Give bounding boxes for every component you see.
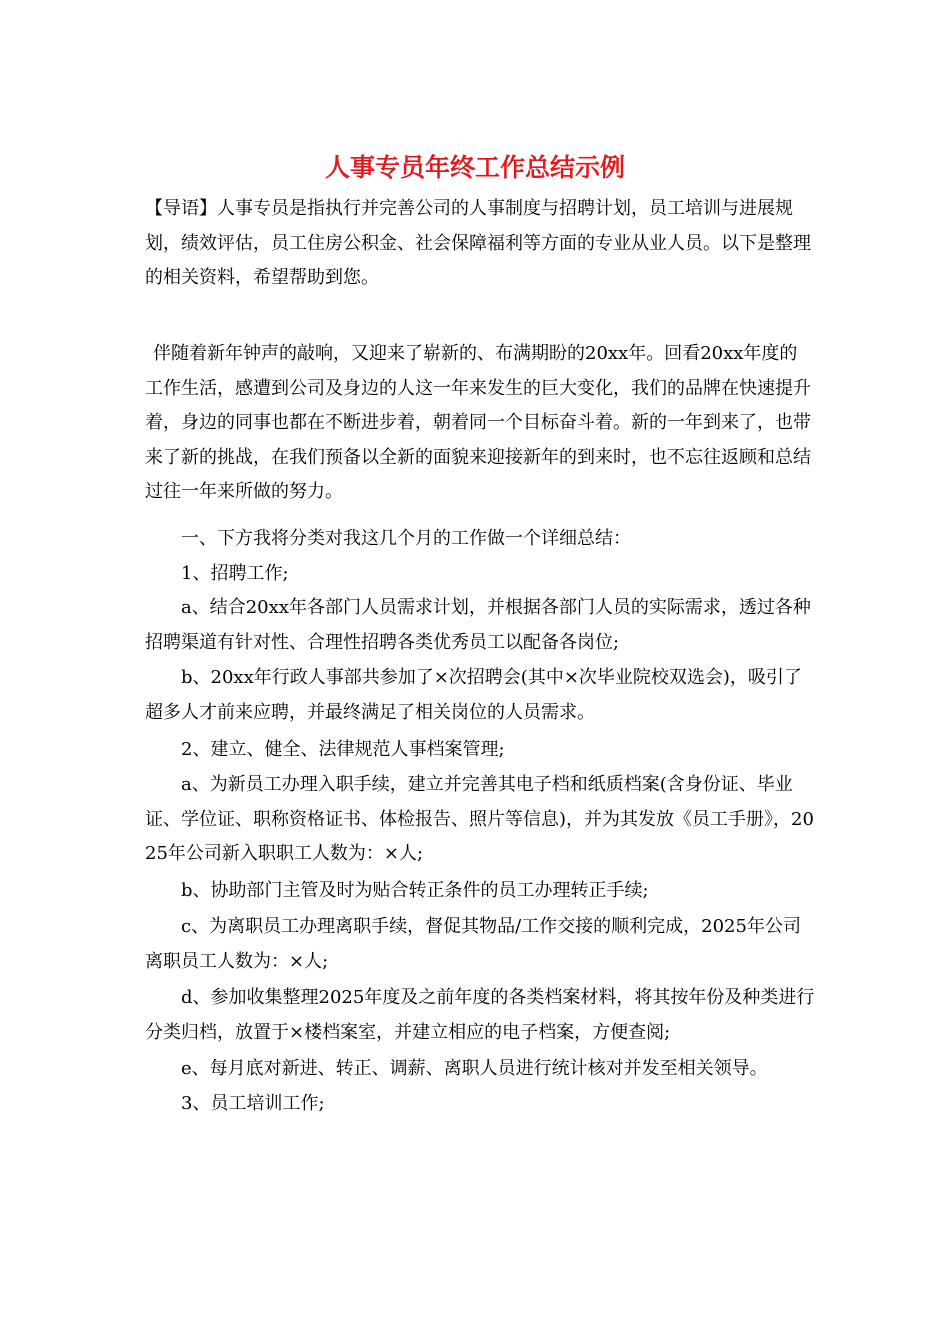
- list-item: e、每月底对新进、转正、调薪、离职人员进行统计核对并发至相关领导。: [181, 1058, 768, 1079]
- list-item: a、为新员工办理入职手续，建立并完善其电子档和纸质档案(含身份证、毕业证、学位证、职称资格证书、体检报告、照片等信息)，并为其发放《员工手册》，2025年公司新入职职工人数为：×人;: [145, 774, 814, 865]
- opening-paragraph: 伴随着新年钟声的敲响，又迎来了崭新的、布满期盼的20xx年。回看20xx年度的工作生活，感遭到公司及身边的人这一年来发生的巨大变化，我们的品牌在快速提升着，身边的同事也都在不断进步着，朝着同一个目标奋斗着。新的一年到来了，也带来了新的挑战，在我们预备以全新的面貌来迎接新年的到来时，也不忘往返顾和总结过往一年来所做的努力。: [145, 343, 811, 503]
- list-item: b、20xx年行政人事部共参加了×次招聘会(其中×次毕业院校双选会)，吸引了超多人才前来应聘，并最终满足了相关岗位的人员需求。: [145, 667, 802, 723]
- list-item: d、参加收集整理2025年度及之前年度的各类档案材料，将其按年份及种类进行分类归档，放置于×楼档案室，并建立相应的电子档案，方便查阅;: [145, 987, 815, 1043]
- document-title: 人事专员年终工作总结示例: [324, 153, 625, 182]
- section-heading: 一、下方我将分类对我这几个月的工作做一个详细总结：: [181, 528, 631, 549]
- intro-paragraph: 【导语】人事专员是指执行并完善公司的人事制度与招聘计划，员工培训与进展规划，绩效评估，员工住房公积金、社会保障福利等方面的专业从业人员。以下是整理的相关资料，希望帮助到您。: [145, 198, 811, 289]
- subsection-heading: 1、招聘工作;: [181, 563, 289, 584]
- list-item: a、结合20xx年各部门人员需求计划，并根据各部门人员的实际需求，透过各种招聘渠道有针对性、合理性招聘各类优秀员工以配备各岗位;: [145, 597, 811, 653]
- list-item: b、协助部门主管及时为贴合转正条件的员工办理转正手续;: [181, 880, 649, 901]
- subsection-heading: 3、员工培训工作;: [181, 1093, 325, 1114]
- list-item: c、为离职员工办理离职手续，督促其物品/工作交接的顺利完成，2025年公司离职员工人数为：×人;: [145, 916, 801, 972]
- subsection-heading: 2、建立、健全、法律规范人事档案管理;: [181, 739, 505, 760]
